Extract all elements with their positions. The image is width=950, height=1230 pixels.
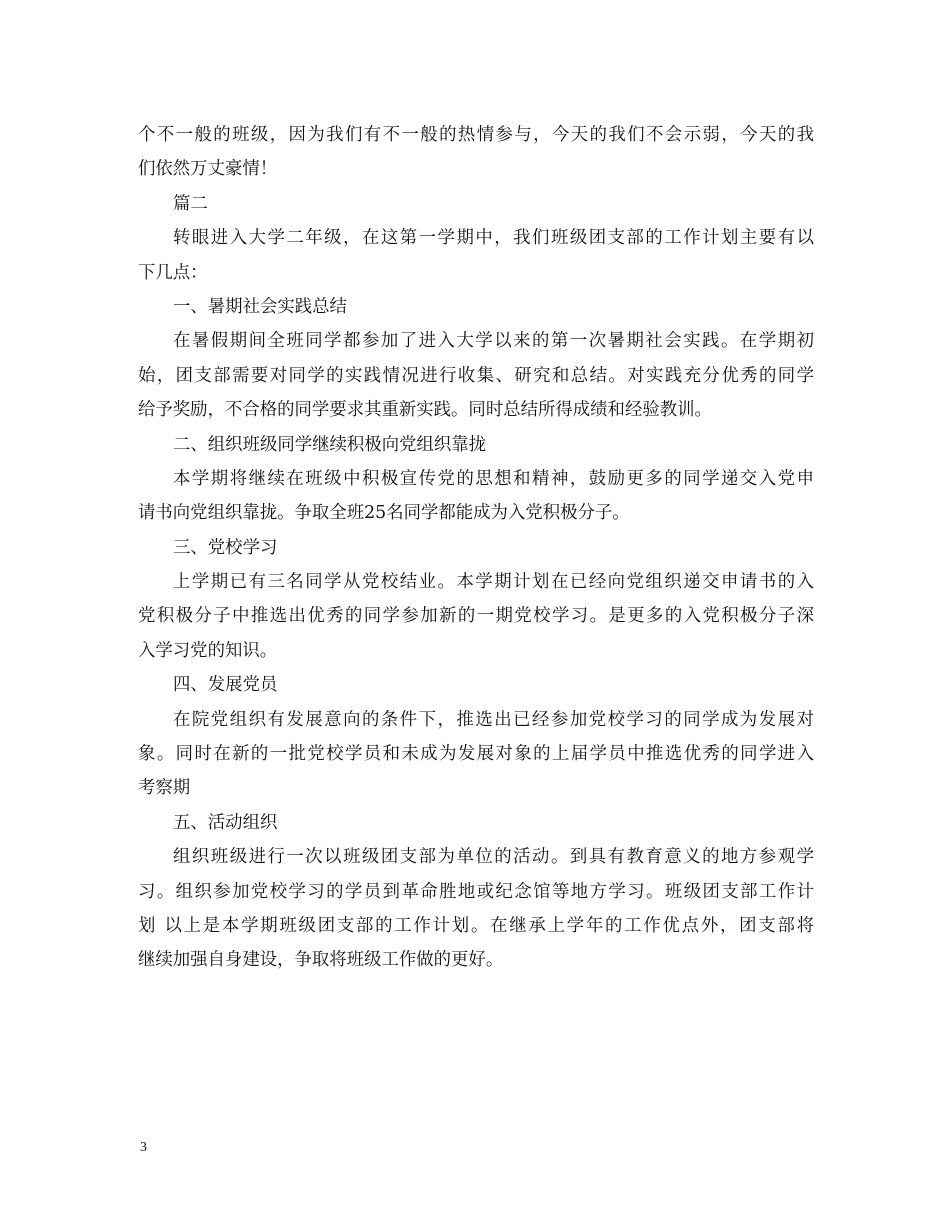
text-line: 入学习党的知识。 <box>138 640 278 661</box>
text-line: 请书向党组织靠拢。争取全班25名同学都能成为入党积极分子。 <box>138 503 630 524</box>
text-line: 始，团支部需要对同学的实践情况进行收集、研究和总结。对实践充分优秀的同学 <box>138 365 814 386</box>
text-line: 组织班级进行一次以班级团支部为单位的活动。到具有教育意义的地方参观学 <box>173 847 814 868</box>
text-line: 象。同时在新的一批党校学员和未成为发展对象的上届学员中推选优秀的同学进入 <box>138 744 814 765</box>
text-line: 党积极分子中推选出优秀的同学参加新的一期党校学习。是更多的入党积极分子深 <box>138 606 814 627</box>
text-line: 上学期已有三名同学从党校结业。本学期计划在已经向党组织递交申请书的入 <box>173 572 814 593</box>
page-number: 3 <box>140 1140 147 1155</box>
section-heading: 五、活动组织 <box>173 812 278 833</box>
section-heading: 一、暑期社会实践总结 <box>173 296 347 317</box>
document-body <box>138 118 814 978</box>
text-line: 考察期 <box>138 778 191 799</box>
text-line: 下几点： <box>138 262 208 283</box>
text-line: 个不一般的班级，因为我们有不一般的热情参与，今天的我们不会示弱，今天的我 <box>138 125 814 145</box>
text-line: 们依然万丈豪情！ <box>138 159 278 180</box>
text-line: 划 以上是本学期班级团支部的工作计划。在继承上学年的工作优点外，团支部将 <box>138 915 814 936</box>
section-title: 篇二 <box>173 193 208 214</box>
text-line: 给予奖励，不合格的同学要求其重新实践。同时总结所得成绩和经验教训。 <box>138 400 712 421</box>
section-heading: 二、组织班级同学继续积极向党组织靠拢 <box>173 434 487 455</box>
text-line: 继续加强自身建设，争取将班级工作做的更好。 <box>138 950 504 971</box>
text-line: 习。组织参加党校学习的学员到革命胜地或纪念馆等地方学习。班级团支部工作计 <box>138 881 814 902</box>
text-line: 本学期将继续在班级中积极宣传党的思想和精神，鼓励更多的同学递交入党申 <box>173 468 814 489</box>
text-line: 转眼进入大学二年级，在这第一学期中，我们班级团支部的工作计划主要有以 <box>173 228 814 249</box>
text-line: 在暑假期间全班同学都参加了进入大学以来的第一次暑期社会实践。在学期初 <box>173 331 814 352</box>
text-line: 在院党组织有发展意向的条件下，推选出已经参加党校学习的同学成为发展对 <box>173 709 814 730</box>
section-heading: 四、发展党员 <box>173 675 278 696</box>
section-heading: 三、党校学习 <box>173 537 278 558</box>
